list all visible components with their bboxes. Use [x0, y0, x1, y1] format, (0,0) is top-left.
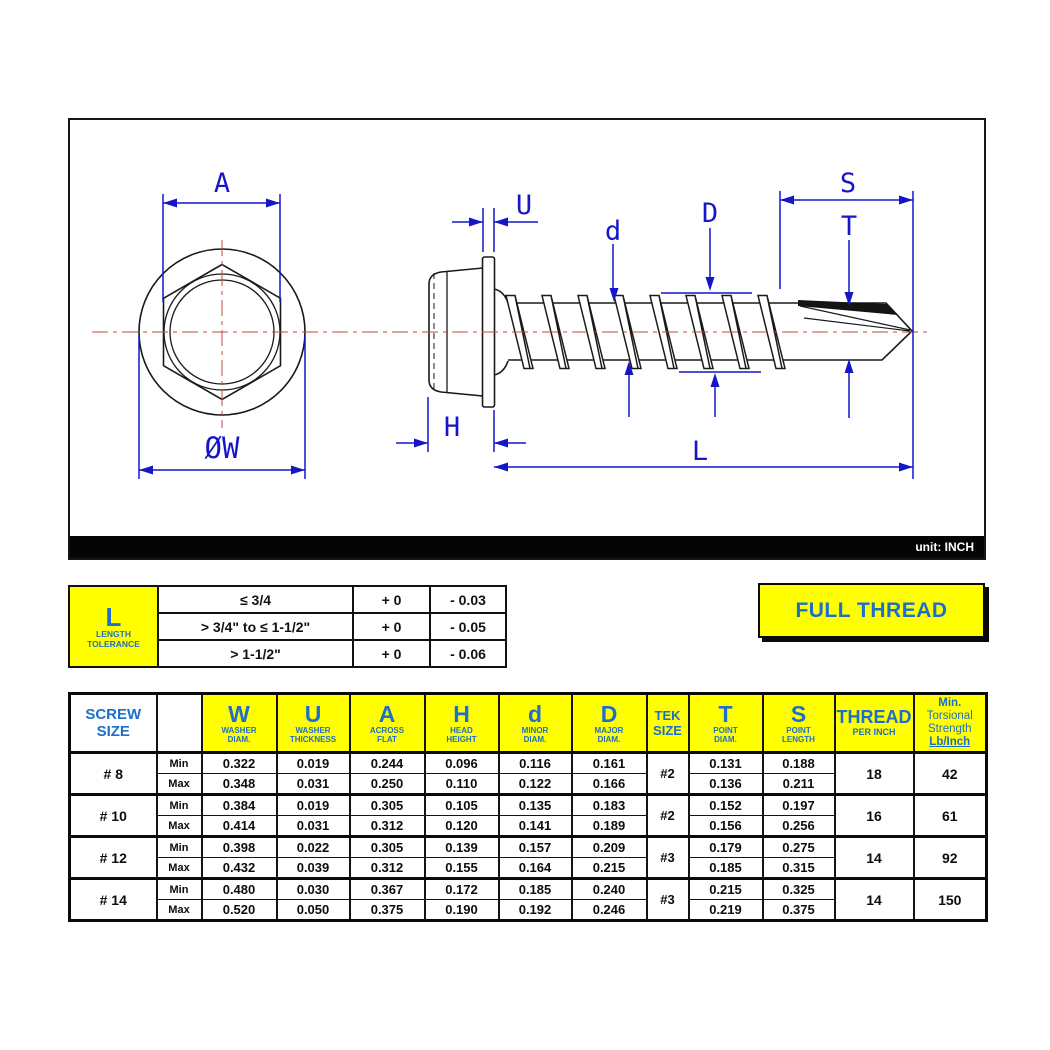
centerlines: [92, 240, 932, 428]
cell-value: 0.197: [763, 795, 835, 816]
tolerance-minus: - 0.03: [430, 586, 506, 613]
torsional-strength: 150: [914, 879, 987, 921]
screw-size: # 14: [70, 879, 157, 921]
dim-label-S: S: [839, 168, 857, 199]
torsional-strength: 61: [914, 795, 987, 837]
header-S: S POINT LENGTH: [763, 694, 835, 753]
cell-value: 0.189: [572, 816, 647, 837]
header-screw-size: SCREW SIZE: [70, 694, 157, 753]
cell-value: 0.322: [202, 753, 277, 774]
length-tolerance-table: [68, 585, 507, 668]
tolerance-minus: - 0.06: [430, 640, 506, 667]
max-label: Max: [157, 816, 202, 837]
tek-size: #2: [647, 795, 689, 837]
cell-value: 0.348: [202, 774, 277, 795]
tek-size: #3: [647, 837, 689, 879]
cell-value: 0.105: [425, 795, 499, 816]
header-U: U WASHER THICKNESS: [277, 694, 350, 753]
cell-value: 0.141: [499, 816, 572, 837]
max-label: Max: [157, 774, 202, 795]
cell-value: 0.520: [202, 900, 277, 921]
cell-value: 0.209: [572, 837, 647, 858]
cell-value: 0.166: [572, 774, 647, 795]
cell-value: 0.219: [689, 900, 763, 921]
cell-value: 0.120: [425, 816, 499, 837]
cell-value: 0.131: [689, 753, 763, 774]
header-D: D MAJOR DIAM.: [572, 694, 647, 753]
tolerance-plus: + 0: [353, 586, 430, 613]
cell-value: 0.215: [689, 879, 763, 900]
screw-drawing: [70, 120, 984, 536]
cell-value: 0.030: [277, 879, 350, 900]
cell-value: 0.135: [499, 795, 572, 816]
table-row: [70, 879, 987, 900]
cell-value: 0.116: [499, 753, 572, 774]
table-row: [70, 795, 987, 816]
min-label: Min: [157, 753, 202, 774]
technical-drawing-panel: [68, 118, 986, 560]
screw-spec-table: [68, 692, 988, 922]
cell-value: 0.244: [350, 753, 425, 774]
dimension-arrowheads: [139, 196, 913, 475]
thread-per-inch: 18: [835, 753, 914, 795]
dim-label-washer-diam: ØW: [204, 431, 240, 465]
tolerance-caption-1: LENGTH: [96, 628, 131, 639]
cell-value: 0.384: [202, 795, 277, 816]
tolerance-symbol: L: [105, 601, 122, 632]
cell-value: 0.240: [572, 879, 647, 900]
cell-value: 0.185: [499, 879, 572, 900]
torsional-strength: 42: [914, 753, 987, 795]
cell-value: 0.019: [277, 753, 350, 774]
cell-value: 0.022: [277, 837, 350, 858]
screw-size: # 12: [70, 837, 157, 879]
cell-value: 0.164: [499, 858, 572, 879]
cell-value: 0.172: [425, 879, 499, 900]
cell-value: 0.185: [689, 858, 763, 879]
cell-value: 0.019: [277, 795, 350, 816]
dim-label-D: D: [701, 198, 719, 229]
cell-value: 0.367: [350, 879, 425, 900]
header-torsional-strength: Min. Torsional Strength Lb/Inch: [914, 694, 987, 753]
cell-value: 0.050: [277, 900, 350, 921]
max-label: Max: [157, 900, 202, 921]
cell-value: 0.312: [350, 816, 425, 837]
header-tek-size: TEK SIZE: [647, 694, 689, 753]
cell-value: 0.246: [572, 900, 647, 921]
thread-per-inch: 16: [835, 795, 914, 837]
torsional-strength: 92: [914, 837, 987, 879]
header-A: A ACROSS FLAT: [350, 694, 425, 753]
cell-value: 0.305: [350, 837, 425, 858]
cell-value: 0.375: [763, 900, 835, 921]
tolerance-symbol-cell: [69, 586, 158, 667]
header-T: T POINT DIAM.: [689, 694, 763, 753]
dim-label-A: A: [213, 168, 231, 199]
cell-value: 0.031: [277, 774, 350, 795]
cell-value: 0.031: [277, 816, 350, 837]
thread-per-inch: 14: [835, 837, 914, 879]
header-thread-per-inch: THREAD PER INCH: [835, 694, 914, 753]
table-row: [70, 753, 987, 774]
header-W: W WASHER DIAM.: [202, 694, 277, 753]
cell-value: 0.398: [202, 837, 277, 858]
header-H: H HEAD HEIGHT: [425, 694, 499, 753]
cell-value: 0.152: [689, 795, 763, 816]
cell-value: 0.325: [763, 879, 835, 900]
cell-value: 0.480: [202, 879, 277, 900]
cell-value: 0.110: [425, 774, 499, 795]
min-label: Min: [157, 837, 202, 858]
cell-value: 0.432: [202, 858, 277, 879]
thread-per-inch: 14: [835, 879, 914, 921]
dim-label-d: d: [604, 216, 622, 247]
dim-label-H: H: [443, 412, 461, 443]
cell-value: 0.375: [350, 900, 425, 921]
cell-value: 0.250: [350, 774, 425, 795]
tolerance-range: > 3/4" to ≤ 1-1/2": [158, 613, 353, 640]
tek-size: #3: [647, 879, 689, 921]
max-label: Max: [157, 858, 202, 879]
tolerance-range: ≤ 3/4: [158, 586, 353, 613]
screw-size: # 10: [70, 795, 157, 837]
full-thread-badge: FULL THREAD: [758, 583, 985, 638]
tek-size: #2: [647, 753, 689, 795]
tolerance-minus: - 0.05: [430, 613, 506, 640]
cell-value: 0.256: [763, 816, 835, 837]
cell-value: 0.275: [763, 837, 835, 858]
header-minmax-blank: [157, 694, 202, 753]
cell-value: 0.039: [277, 858, 350, 879]
cell-value: 0.312: [350, 858, 425, 879]
cell-value: 0.136: [689, 774, 763, 795]
cell-value: 0.096: [425, 753, 499, 774]
tolerance-caption-2: TOLERANCE: [87, 638, 140, 649]
cell-value: 0.188: [763, 753, 835, 774]
cell-value: 0.414: [202, 816, 277, 837]
dim-label-U: U: [515, 190, 533, 221]
dim-label-T: T: [840, 211, 858, 242]
dim-label-L: L: [691, 436, 709, 467]
cell-value: 0.315: [763, 858, 835, 879]
cell-value: 0.211: [763, 774, 835, 795]
cell-value: 0.139: [425, 837, 499, 858]
cell-value: 0.305: [350, 795, 425, 816]
cell-value: 0.156: [689, 816, 763, 837]
cell-value: 0.157: [499, 837, 572, 858]
cell-value: 0.179: [689, 837, 763, 858]
cell-value: 0.183: [572, 795, 647, 816]
table-row: [70, 837, 987, 858]
cell-value: 0.155: [425, 858, 499, 879]
cell-value: 0.190: [425, 900, 499, 921]
min-label: Min: [157, 795, 202, 816]
cell-value: 0.122: [499, 774, 572, 795]
tolerance-range: > 1-1/2": [158, 640, 353, 667]
cell-value: 0.215: [572, 858, 647, 879]
header-d: d MINOR DIAM.: [499, 694, 572, 753]
min-label: Min: [157, 879, 202, 900]
tolerance-plus: + 0: [353, 640, 430, 667]
screw-size: # 8: [70, 753, 157, 795]
unit-bar: unit: INCH: [70, 536, 984, 558]
cell-value: 0.161: [572, 753, 647, 774]
tolerance-plus: + 0: [353, 613, 430, 640]
cell-value: 0.192: [499, 900, 572, 921]
